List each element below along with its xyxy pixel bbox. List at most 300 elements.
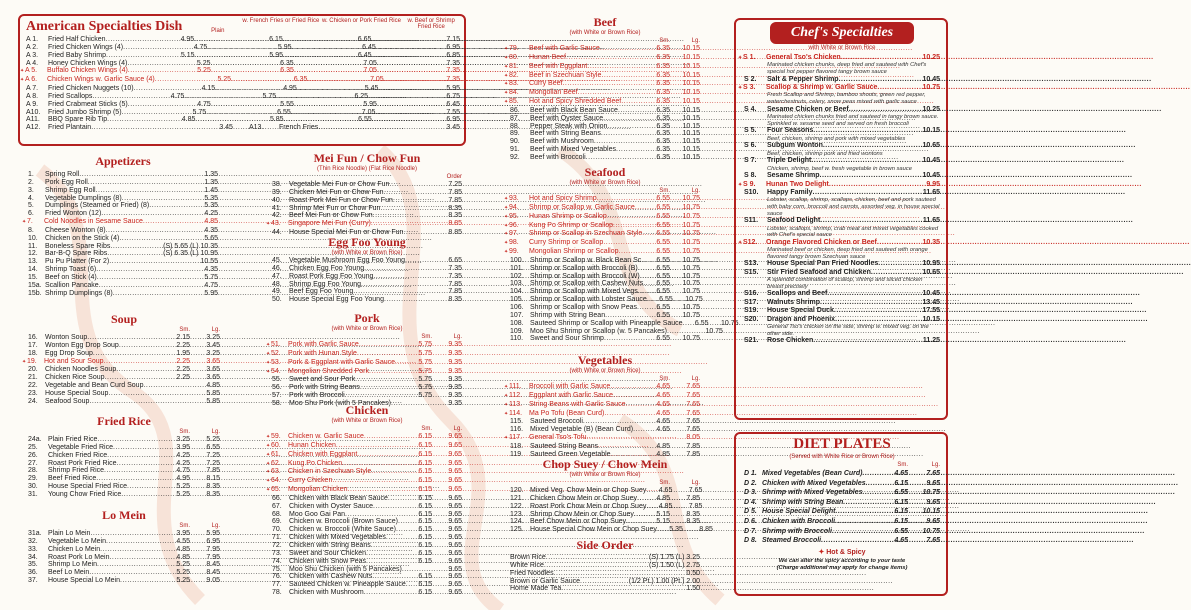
item-number: D 6. [744,517,757,525]
menu-item [272,257,462,265]
item-name: Beef with Eggplant [529,62,588,70]
menu-item [28,334,220,342]
dot-leader [377,60,438,68]
menu-item [504,434,700,443]
item-name: Chicken w. Garlic Sauce [288,433,364,440]
item-name: Sauteed Green Vegetable [530,450,611,458]
item-price: 4.35 [204,266,218,274]
menu-item [272,392,462,400]
section-title: Chicken [345,403,389,417]
menu-item [744,127,940,135]
item-price: 7.85 [448,196,462,204]
item-price-small: 6.55 [656,272,670,280]
item-number: 102. [510,272,524,280]
dot-leader [283,36,350,44]
item-price: (S) 1.50 (L) 2.75 [649,561,700,569]
item-number: 59. [271,433,281,440]
item-name: Moo Shu Shrimp or Scallop (w. 5 Pancakes) [530,327,667,335]
item-number: S11. [744,217,759,225]
menu-item [272,581,462,589]
item-name: Pu Pu Platter (For 2) [45,258,110,266]
item-number: S12. [743,238,758,246]
item-price-chicken: 7.05 [370,76,384,84]
section-title: Egg Foo Young [328,235,406,249]
item-price-fries: 6.35 [280,59,294,67]
dot-leader [829,181,918,189]
dot-leader [386,534,410,542]
menu-item [28,475,220,483]
dot-leader [811,157,918,165]
section-subtitle: (Thin Rice Noodle) (Flat Rice Noodle) [316,166,418,172]
item-price-large: 10.75 [682,264,700,272]
item-number: 47. [272,272,282,280]
item-number: 107. [510,311,524,319]
dot-leader [384,189,442,197]
dot-leader [613,392,648,400]
item-name: Sesame Shrimp [767,172,820,180]
item-number: 45. [272,257,282,264]
item-name: Vegetable Fried Rice [48,443,113,451]
item-name: House Special Chow Mein or Chop Suey [530,526,657,534]
item-price-large: 10.15 [682,80,700,88]
dot-leader [364,265,442,273]
item-number: 67. [272,502,282,510]
item-name: Curry Shrimp or Scallop [529,239,604,247]
item-price: 11.25 [922,337,940,345]
item-price-beef: 7.35 [446,59,460,67]
item-number: 60. [271,441,281,449]
item-price-small: 6.15 [418,589,432,597]
item-price-plain: 4.75 [193,43,208,51]
menu-item [744,527,940,537]
dot-leader [89,569,168,577]
section-title: Appetizers [95,154,151,168]
menu-item [510,296,703,304]
menu-item [20,67,460,76]
menu-item [510,115,700,123]
item-number: 81. [509,62,519,70]
item-name: Vegetable Mei Fun or Chow Fun [289,181,390,188]
item-number: 68. [272,510,282,518]
item-price-large: 9.35 [448,399,462,407]
fried-rice-section [28,414,220,499]
menu-item [272,197,462,205]
item-price-large: 6.95 [206,537,220,545]
menu-item [504,80,700,89]
item-price-large: 3.45 [206,341,220,349]
menu-item [272,376,462,384]
section-subtitle: (with White or Brown Rice) [569,472,641,478]
item-price-large: 7.25 [206,459,220,467]
dot-leader [375,109,438,117]
dot-leader [878,260,918,268]
item-price-small: 6.55 [656,230,670,238]
item-price-fries: 5.55 [280,100,294,108]
dot-leader [106,227,198,235]
item-price-large: 10.75 [682,288,700,296]
item-number: 30. [28,483,38,491]
item-price: 10.95 [922,260,940,268]
section-title: Beef [593,15,617,29]
item-price: 10.25 [922,105,940,113]
menu-item [510,273,700,281]
menu-item [28,546,220,554]
item-description: Marinated beef or chicken, deep fried and sauteed with orange flavored tangy brown Szechuan sauce [767,247,928,260]
item-price-small: 6.35 [656,146,670,154]
dot-leader [836,507,882,517]
lg-header: Lg. [931,462,940,468]
item-price-large: 9.65 [448,573,462,581]
item-name: Hot and Spicy Shredded Beef [529,98,622,106]
item-price: (S) 1.75 (L) 3.25 [649,554,700,561]
item-name: Shrimp or Scallop in Szechuan Style [529,230,643,238]
dot-leader [377,67,438,75]
item-price-large: 7.65 [686,383,700,390]
sm-header: Sm. [179,327,190,333]
item-number: 61. [271,450,281,458]
menu-item [26,60,460,68]
item-number: 115. [510,418,524,426]
item-price-large: 10.75 [922,527,940,535]
pepper-icon: ✦ [22,219,27,226]
chop-suey-list [510,487,713,534]
item-number: 7. [27,218,33,226]
item-number: 92. [510,153,520,161]
item-price: 7.85 [448,280,462,288]
item-number: 98. [509,239,519,247]
item-price: 17.55 [922,307,940,315]
dot-leader [871,269,918,277]
item-name: Chicken with Snow Peas [289,557,367,565]
item-price: 10.25 [922,54,940,61]
dot-leader [121,491,168,499]
item-price-small: 5.75 [418,358,432,366]
dot-leader [345,511,410,519]
menu-item [28,366,220,374]
item-price: (S) 6.35 (L) 10.95 [163,250,218,258]
menu-item [738,180,940,189]
item-price-large: 9.65 [448,557,462,565]
item-price: 10.45 [922,172,940,180]
pepper-icon: ✦ [266,442,271,449]
american-header-beef: w. Beef or Shrimp Fried Rice [407,18,455,30]
item-number: D 5. [744,508,757,516]
menu-item [510,585,700,593]
item-name: Rose Chicken [767,337,814,345]
item-name: House Special Delight [762,508,836,516]
menu-item [272,573,462,581]
menu-item [26,36,460,44]
dot-leader [601,130,648,138]
dot-leader [128,67,189,75]
lg-header: Lg. [691,38,700,44]
dot-leader [119,342,168,350]
item-number: 85. [509,98,519,106]
item-number: 125. [510,526,524,534]
dot-leader [215,85,275,93]
appetizers-list [22,171,218,298]
item-name: Curry Chicken [288,477,333,485]
dot-leader [372,116,438,124]
menu-item [504,409,700,419]
item-price: 4.35 [204,226,218,234]
item-number: D 7. [744,527,757,535]
item-number: 25. [28,443,38,451]
item-price-small: 6.15 [418,494,432,502]
item-number: 93. [509,195,519,202]
item-number: A10. [26,108,41,116]
item-name: Shrimp or Scallop with Broccoli (W) [530,272,640,280]
menu-item [272,566,462,574]
menu-item [744,172,940,180]
menu-item [22,357,220,367]
menu-item [504,98,700,107]
menu-item [504,391,700,401]
dot-leader [561,585,680,593]
menu-item [510,495,700,503]
sm-header: Sm. [659,480,670,486]
item-name: Fried Plantain [48,124,92,132]
item-number: 86. [510,106,520,114]
item-price: 11.65 [922,217,940,225]
dot-leader [640,273,648,281]
item-price-small: 3.25 [176,436,190,443]
item-name: Chicken with Eggplant [288,450,358,458]
menu-item [744,157,940,165]
item-price: 8.35 [448,212,462,220]
dot-leader [107,250,163,258]
item-price-plain: 4.15 [201,85,216,93]
item-price-large: 7.65 [686,409,700,417]
menu-item [510,418,700,426]
item-number: S 4. [744,105,757,113]
menu-item [272,288,462,296]
item-price-large: 9.65 [448,589,462,597]
pepper-icon: ✦ [266,221,271,228]
dot-leader [813,189,918,197]
dot-leader [371,220,442,228]
menu-item [266,220,462,229]
item-number: 54. [271,367,281,375]
item-price-large: 8.35 [686,510,700,518]
dot-leader [604,335,648,343]
item-name: Chicken Lo Mein [48,545,101,553]
item-name: Shrimp or Scallop with Mixed Vegs [530,288,638,296]
pepper-icon: ✦ [818,548,827,556]
item-name: Chicken Fried Rice [48,451,108,459]
dot-leader [231,76,285,84]
dot-leader [105,374,168,382]
menu-item [510,487,703,495]
item-name: Hot and Sour Soup [44,357,104,365]
dot-leader [634,511,648,519]
dot-leader [96,475,168,483]
menu-item [272,518,462,526]
beef-section [504,15,700,162]
dot-leader [821,536,882,546]
item-price-large: 7.95 [206,545,220,553]
item-price-large: 9.05 [206,577,220,585]
item-name: Roast Pork Lo Mein [48,553,110,561]
menu-item [26,85,460,93]
item-number: 76. [272,573,282,581]
item-price-small: 2.25 [176,357,190,365]
item-price: 6.65 [448,257,462,264]
dot-leader [90,530,168,538]
item-name: Egg Drop Soup [45,349,93,357]
dot-leader [603,239,648,247]
item-number: 29. [28,475,38,483]
item-number: 2. [28,178,34,186]
menu-item [28,554,220,562]
item-number: 33. [28,545,38,553]
item-price-large: 3.65 [206,374,220,382]
item-price: 10.45 [922,157,940,165]
dot-leader [398,518,410,526]
item-price-large: 10.75 [682,221,700,229]
menu-item [28,483,220,491]
pepper-icon: ✦ [504,90,509,97]
item-number: 105. [510,296,524,304]
item-price: 10.55 [200,258,218,266]
dot-leader [89,398,168,406]
item-price-plain: 4.85 [181,116,196,124]
item-name: Curry Beef [529,80,563,88]
item-price-small: 6.15 [418,486,432,494]
item-price-small: 2.25 [176,374,190,382]
item-name: House Special Mei Fun or Chow Fun [289,229,404,237]
item-price-large: 10.75 [682,256,700,264]
item-description: Fresh Scallop and Shrimp, bamboo shoots, green red pepper, waterchestnuts, celery, snow peas mixed with garlic sauce [767,92,926,105]
item-number: 12. [28,250,38,258]
item-name: Bar-B-Q Spare Ribs [45,250,108,258]
item-price: 5.95 [204,289,218,297]
menu-item [266,441,462,451]
dot-leader [113,290,198,298]
item-number: 74. [272,557,282,565]
item-number: 51. [271,341,281,348]
item-name: Beef Lo Mein [48,569,90,577]
item-price-small: 4.25 [176,459,190,467]
item-number: S 7. [744,157,757,165]
item-name: Pork & Eggplant with Garlic Sauce [288,358,395,366]
item-price-fries: 5.95 [277,43,292,51]
menu-item [28,398,220,406]
item-price-large: 10.75 [685,296,703,304]
dot-leader [618,107,648,115]
dot-leader [119,235,198,243]
dot-leader [376,44,438,52]
item-number: 58. [272,399,282,407]
menu-item [28,258,218,266]
item-number: S 2. [744,75,757,83]
item-price: 7.25 [448,181,462,188]
dot-leader [607,213,648,221]
item-number: A 6. [25,76,38,84]
item-price-large: 10.75 [922,489,940,497]
item-price-large: 9.65 [926,517,940,525]
dot-leader [88,179,198,187]
hot-spicy-label: Hot & Spicy [826,548,866,556]
dot-leader [122,195,198,203]
menu-item [510,502,703,511]
item-price-large: 3.25 [206,334,220,341]
menu-item [272,542,462,550]
item-price: 7.85 [448,288,462,296]
item-name: Shrimp with Mixed Vegetables [762,489,863,497]
menu-item [28,350,220,358]
item-number: 28. [28,467,38,475]
item-price-small: 4.65 [658,487,673,494]
item-name: House Special Soup [45,389,109,397]
dot-leader [294,101,355,109]
item-name: Fried Baby Shrimp [48,51,106,59]
menu-item [272,534,462,542]
item-name: Mongolian Beef [529,89,578,97]
lg-header: Lg. [691,480,700,486]
chicken-list [266,433,462,597]
item-name: Fried Crabmeat Sticks (5) [48,100,128,108]
item-price-small: 6.55 [656,239,670,247]
menu-item [272,189,462,197]
dot-leader [292,44,354,52]
menu-item [744,517,940,527]
dot-leader [388,495,410,503]
dot-leader [580,578,629,586]
menu-item [738,84,940,92]
item-name: Shrimp or Scallop with Broccoli (B) [530,264,638,272]
item-name: Mongolian Shredded Pork [288,367,369,375]
dot-leader [127,483,168,491]
dot-leader [149,202,198,210]
item-name: Scallops and Beef [767,290,828,298]
item-price: 10.45 [922,290,940,298]
menu-item [504,248,700,257]
item-number: 89. [510,130,520,138]
item-number: 111. [509,383,522,390]
dot-leader [373,503,410,511]
item-price-fries: 6.35 [293,76,308,84]
item-price-small: 4.85 [656,442,670,450]
menu-item [28,374,220,382]
item-price-beef: 6.95 [446,116,461,124]
item-price-large: 10.15 [682,106,700,114]
menu-item [272,265,462,273]
item-price-small: 4.65 [656,391,670,399]
item-price-small: 6.35 [656,71,670,79]
item-price-small: 4.75 [176,467,190,475]
menu-item [510,578,700,586]
pepper-icon: ✦ [504,81,509,88]
menu-item [272,558,462,566]
item-name: Sauteed Chicken w. Pineapple Sauce [289,581,406,589]
item-name: Chicken with Black Bean Sauce [289,494,388,502]
item-price-large: 8.45 [206,569,220,577]
dot-leader [294,60,355,68]
menu-item [28,179,218,187]
menu-item [744,507,940,517]
item-price-small: 6.55 [656,212,670,220]
item-number: 10. [28,234,38,242]
item-name: Pork with String Beans [289,384,360,392]
item-price-large: 7.85 [686,450,700,458]
item-number: 106. [510,303,524,311]
dot-leader [120,577,168,585]
item-name: Salt & Pepper Shrimp [767,75,839,83]
item-number: 42. [272,212,282,220]
seafood-section [504,165,739,343]
menu-item [744,189,940,197]
